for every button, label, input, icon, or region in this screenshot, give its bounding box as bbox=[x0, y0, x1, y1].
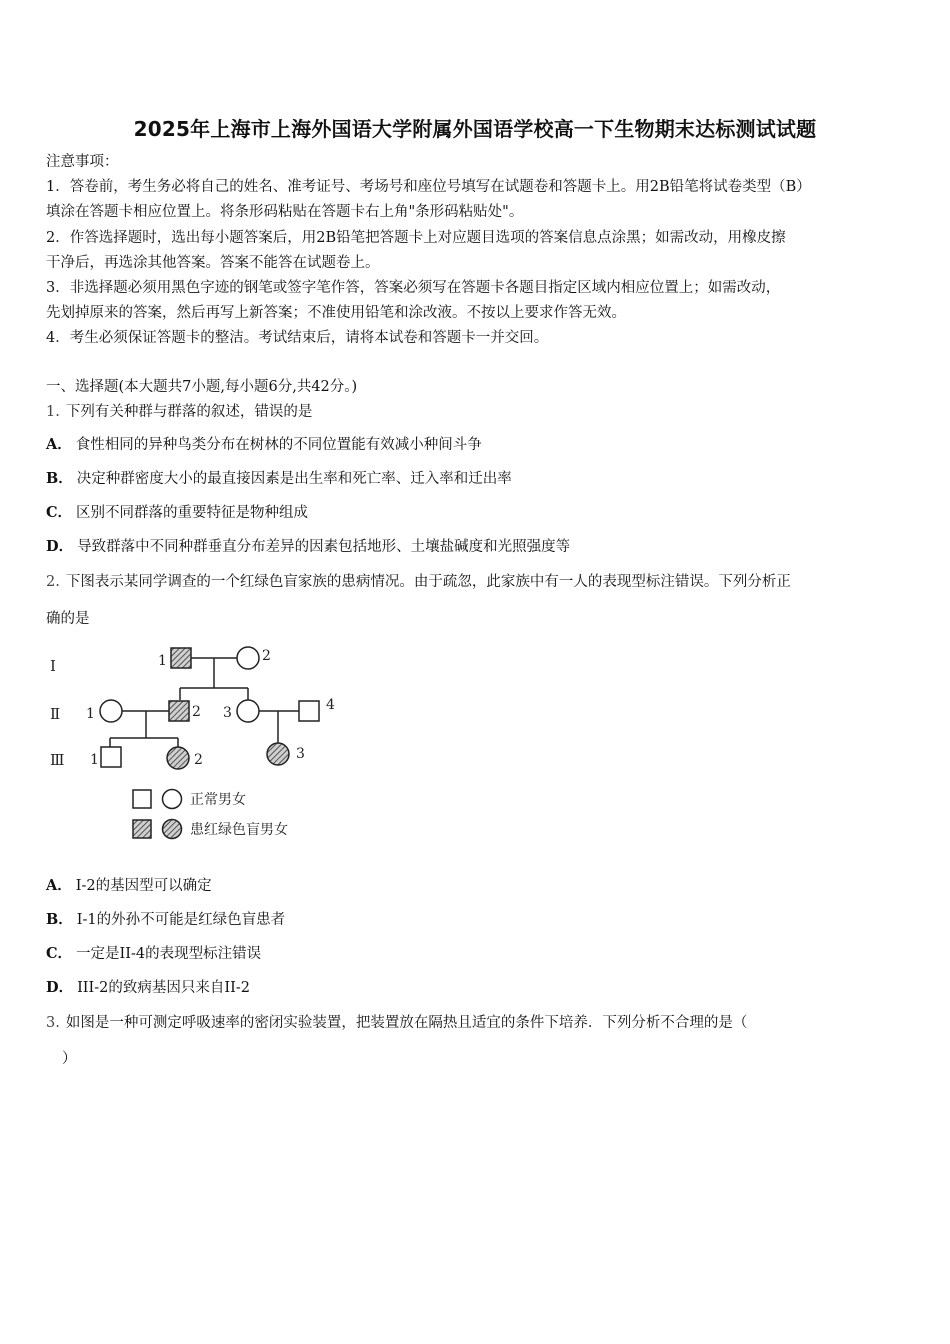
option-label: D． bbox=[46, 979, 74, 996]
option-c bbox=[46, 503, 308, 523]
notice-line: 先划掉原来的答案，然后再写上新答案；不准使用铅笔和涂改液。不按以上要求作答无效。 bbox=[46, 305, 626, 321]
page-title: 2025年上海市上海外国语大学附属外国语学校高一下生物期末达标测试试题 bbox=[133, 117, 817, 141]
individual-id: 2 bbox=[194, 752, 203, 768]
normal-female-II1 bbox=[100, 700, 122, 722]
individual-id: 3 bbox=[223, 705, 232, 721]
option-label: D． bbox=[46, 538, 74, 555]
question-number: 2. bbox=[46, 574, 60, 590]
question-2-stem bbox=[46, 572, 791, 592]
individual-id: 2 bbox=[192, 704, 201, 720]
legend-normal-label: 正常男女 bbox=[190, 792, 246, 808]
question-1-stem bbox=[46, 402, 312, 422]
option-text: III-2的致病基因只来自II-2 bbox=[77, 980, 250, 996]
option-label: A． bbox=[46, 877, 72, 894]
normal-male-II4 bbox=[299, 701, 319, 721]
affected-female-III3 bbox=[267, 743, 289, 765]
option-text: 食性相同的异种鸟类分布在树林的不同位置能有效减小种间斗争 bbox=[75, 437, 482, 453]
individual-id: 1 bbox=[86, 706, 95, 722]
option-label: A． bbox=[46, 436, 72, 453]
question-text: 如图是一种可测定呼吸速率的密闭实验装置，把装置放在隔热且适宜的条件下培养．下列分析不合理的是（ bbox=[65, 1015, 748, 1031]
question-2-stem-cont: 确的是 bbox=[46, 611, 90, 627]
option-label: C． bbox=[46, 945, 73, 962]
option-text: 导致群落中不同种群垂直分布差异的因素包括地形、土壤盐碱度和光照强度等 bbox=[77, 539, 571, 555]
normal-female-I2 bbox=[237, 647, 259, 669]
generation-label: Ⅰ bbox=[50, 657, 56, 675]
option-label: C． bbox=[46, 504, 73, 521]
option-text: I-1的外孙不可能是红绿色盲患者 bbox=[76, 912, 286, 928]
affected-male-II2 bbox=[169, 701, 189, 721]
individual-id: 1 bbox=[158, 653, 167, 669]
notice-line: 1．答卷前，考生务必将自己的姓名、准考证号、考场号和座位号填写在试题卷和答题卡上。用2B铅笔将试卷类型（B） bbox=[46, 179, 811, 195]
notice-heading: 注意事项： bbox=[46, 154, 119, 170]
option-b bbox=[46, 910, 285, 930]
generation-label: Ⅲ bbox=[50, 751, 65, 769]
legend-normal-female-icon bbox=[163, 790, 182, 809]
option-d bbox=[46, 978, 250, 998]
option-d bbox=[46, 537, 570, 557]
question-number: 3. bbox=[46, 1015, 60, 1031]
legend-affected-female-icon bbox=[163, 820, 182, 839]
option-c bbox=[46, 944, 261, 964]
question-number: 1. bbox=[46, 404, 60, 420]
option-a bbox=[46, 876, 212, 896]
affected-female-III2 bbox=[167, 747, 189, 769]
legend-affected-male-icon bbox=[133, 820, 151, 838]
question-3-stem-cont: ） bbox=[62, 1051, 77, 1067]
individual-id: 2 bbox=[262, 648, 271, 664]
option-label: B． bbox=[46, 911, 73, 928]
option-text: 决定种群密度大小的最直接因素是出生率和死亡率、迁入率和迁出率 bbox=[76, 471, 512, 487]
notice-line: 干净后，再选涂其他答案。答案不能答在试题卷上。 bbox=[46, 255, 380, 271]
option-b bbox=[46, 469, 512, 489]
question-text: 下列有关种群与群落的叙述，错误的是 bbox=[65, 404, 313, 420]
section-heading: 一、选择题(本大题共7小题,每小题6分,共42分。) bbox=[46, 379, 358, 395]
notice-line: 3．非选择题必须用黑色字迹的钢笔或签字笔作答，答案必须写在答题卡各题目指定区域内相应位置上；如需改动， bbox=[46, 280, 781, 296]
option-text: 区别不同群落的重要特征是物种组成 bbox=[76, 505, 309, 521]
option-a bbox=[46, 435, 482, 455]
individual-id: 1 bbox=[90, 752, 99, 768]
affected-male-I1 bbox=[171, 648, 191, 668]
normal-male-III1 bbox=[101, 747, 121, 767]
option-text: I-2的基因型可以确定 bbox=[75, 878, 212, 894]
notice-line: 2．作答选择题时，选出每小题答案后，用2B铅笔把答题卡上对应题目选项的答案信息点涂黑；如需改动，用橡皮擦 bbox=[46, 230, 786, 246]
question-text: 下图表示某同学调查的一个红绿色盲家族的患病情况。由于疏忽，此家族中有一人的表现型标注错误。下列分析正 bbox=[65, 574, 791, 590]
legend-affected-label: 患红绿色盲男女 bbox=[190, 822, 288, 838]
notice-line: 4．考生必须保证答题卡的整洁。考试结束后，请将本试卷和答题卡一并交回。 bbox=[46, 330, 549, 346]
question-3-stem bbox=[46, 1013, 747, 1033]
pedigree-figure bbox=[40, 640, 340, 850]
option-text: 一定是II-4的表现型标注错误 bbox=[76, 946, 262, 962]
individual-id: 3 bbox=[296, 746, 305, 762]
legend-normal-male-icon bbox=[133, 790, 151, 808]
notice-line: 填涂在答题卡相应位置上。将条形码粘贴在答题卡右上角"条形码粘贴处"。 bbox=[46, 204, 524, 220]
option-label: B． bbox=[46, 470, 73, 487]
pedigree-lines bbox=[110, 658, 299, 747]
normal-female-II3 bbox=[237, 700, 259, 722]
generation-label: Ⅱ bbox=[50, 705, 61, 723]
individual-id: 4 bbox=[326, 697, 335, 713]
